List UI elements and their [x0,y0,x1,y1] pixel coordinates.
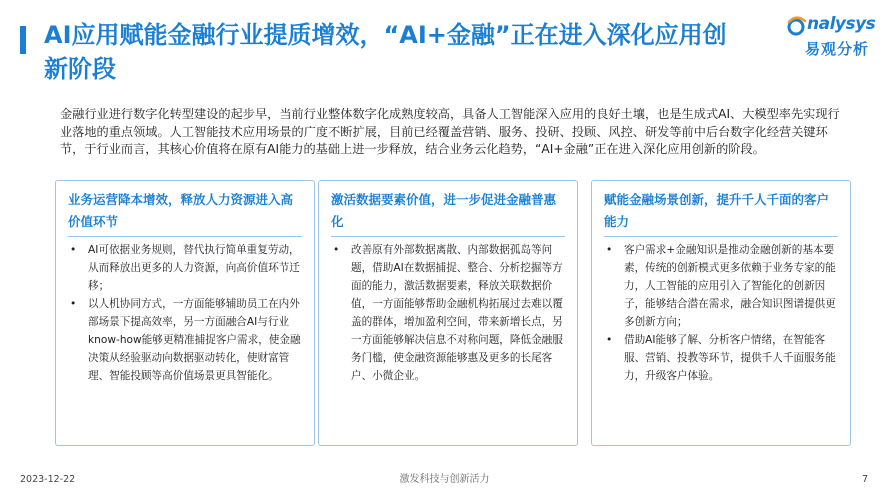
list-item [604,331,838,385]
analysys-logo-icon [785,16,807,36]
card-heading: 业务运营降本增效，释放人力资源进入高价值环节 [68,189,302,237]
intro-paragraph: 金融行业进行数字化转型建设的起步早，当前行业整体数字化成熟度较高，具备人工智能深入应用的良好土壤，也是生成式AI、大模型率先实现行业落地的重点领域。人工智能技术应用场景的广度不断扩展，目前已经覆盖营销、服务、投研、投顾、风控、研发等前中后台数字化经营关键环节，于行业而言，其核心价值将在原有AI能力的基础上进一步释放，结合业务云化趋势，“AI+金融”正在进入深化应用创新的阶段。 [60,107,840,156]
footer-date: 2023-12-22 [20,474,76,485]
bullet-list [68,241,302,385]
bullet-icon: • [606,334,613,346]
analysys-logo [785,14,881,64]
card-data-value [318,180,578,446]
card-heading: 赋能金融场景创新，提升千人千面的客户能力 [604,189,838,237]
bullet-text: 客户需求+金融知识是推动金融创新的基本要素，传统的创新模式更多依赖于业务专家的能力，人工智能的应用引入了智能化的创新因子，能够结合潜在需求，融合知识图谱提供更多创新方向； [624,244,836,328]
bullet-icon: • [70,244,77,256]
title-accent-bar [20,26,26,54]
bullet-list [331,241,565,385]
card-cost-efficiency [55,180,315,446]
logo-subtitle: 易观分析 [805,40,870,58]
list-item [68,295,302,385]
list-item [331,241,565,385]
list-item [68,241,302,295]
page-number: 7 [862,474,869,485]
bullet-list [604,241,838,385]
bullet-text: 借助AI能够了解、分析客户情绪，在智能客服、营销、投教等环节，提供千人千面服务能力，升级客户体验。 [624,334,836,382]
footer-slogan: 激发科技与创新活力 [399,474,490,485]
bullet-text: AI可依据业务规则，替代执行简单重复劳动，从而释放出更多的人力资源，向高价值环节迁移； [88,244,300,292]
page-title: AI应用赋能金融行业提质增效，“AI+金融”正在进入深化应用创新阶段 [44,21,727,83]
list-item [604,241,838,331]
bullet-text: 改善原有外部数据离散、内部数据孤岛等问题，借助AI在数据捕捉、整合、分析挖掘等方面的能力，激活数据要素，释放关联数据价值，一方面能够帮助金融机构拓展过去难以覆盖的群体，增加盈利空间，带来新增长点，另一方面能够解决信息不对称问题，降低金融服务门槛，使金融资源能够惠及更多的长尾客户、小微企业。 [351,244,563,382]
bullet-text: 以人机协同方式，一方面能够辅助员工在内外部场景下提高效率，另一方面融合AI与行业know-how能够更精准捕捉客户需求，使金融决策从经验驱动向数据驱动转化，使财富管理、智能投顾等高价值场景更具智能化。 [88,298,301,382]
bullet-icon: • [70,298,77,310]
logo-wordmark: nalysys [807,14,876,34]
bullet-icon: • [606,244,613,256]
bullet-icon: • [333,244,340,256]
card-heading: 激活数据要素价值，进一步促进金融普惠化 [331,189,565,237]
card-scenario-innovation [591,180,851,446]
